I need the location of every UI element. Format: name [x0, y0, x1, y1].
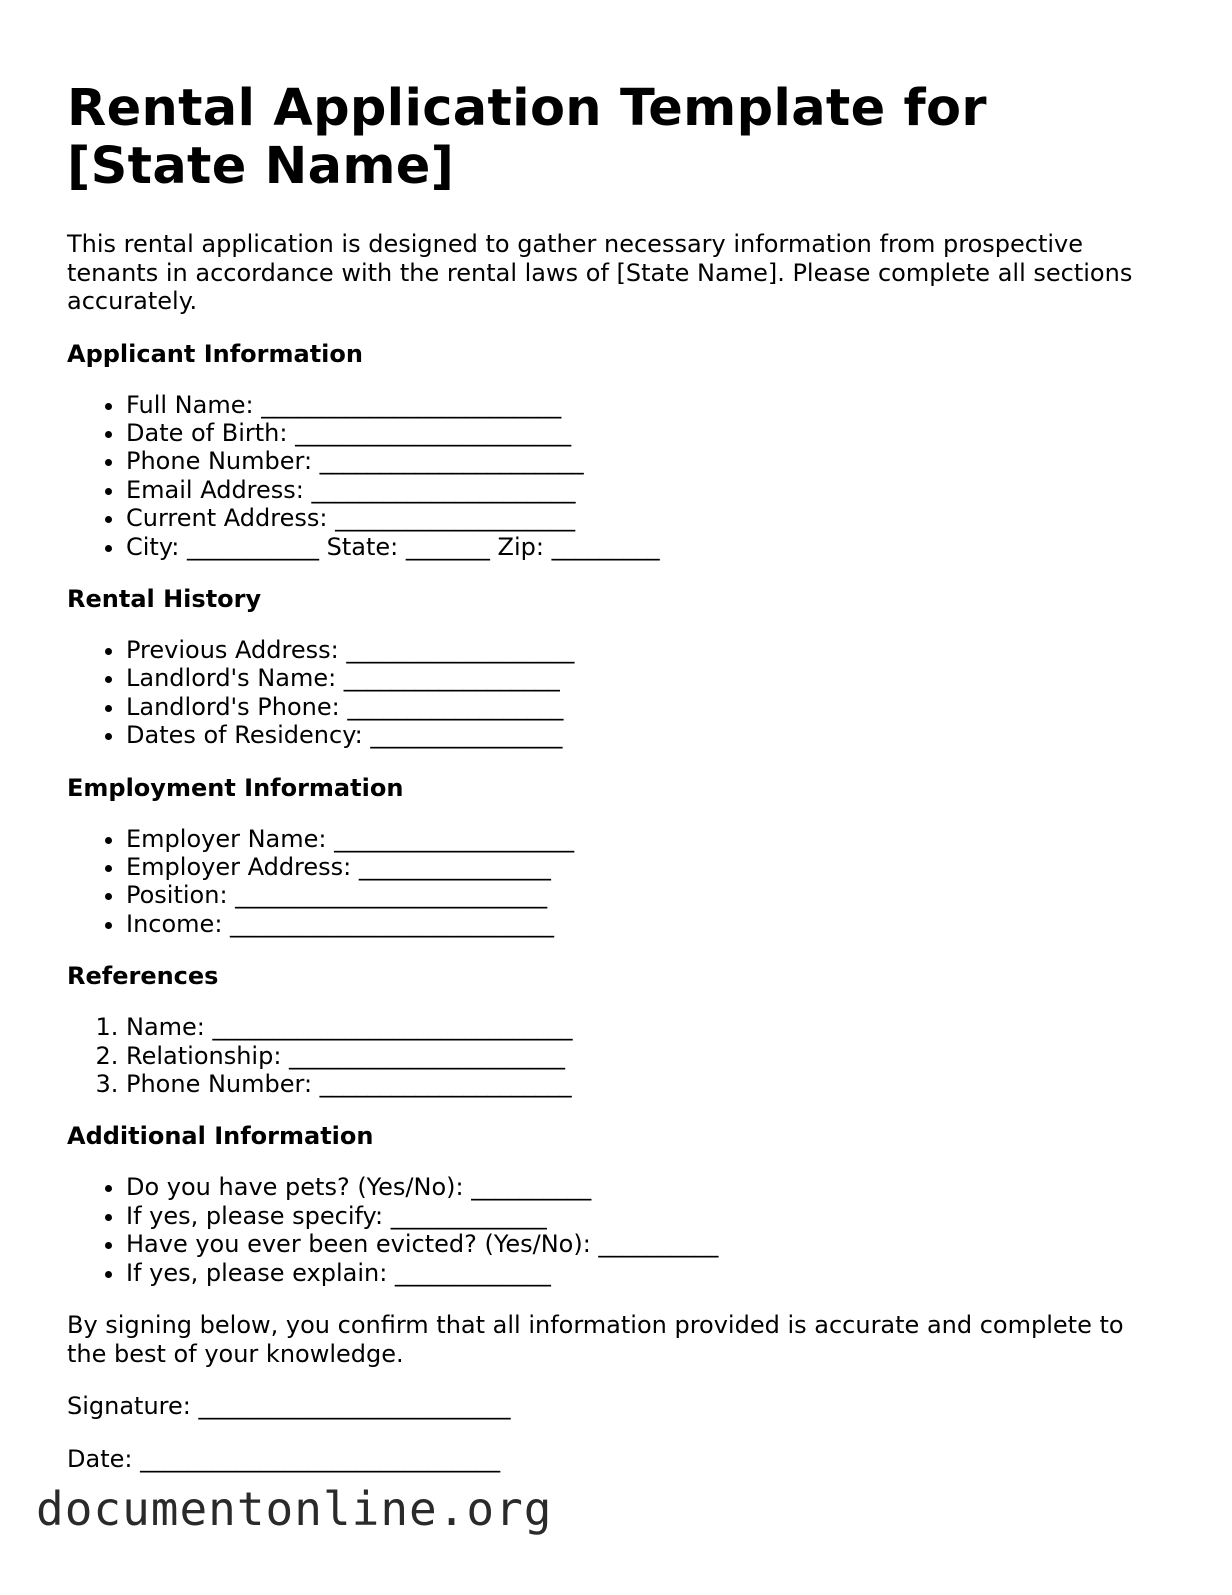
section-heading-employment: Employment Information	[67, 773, 404, 802]
watermark: documentonline.org	[36, 1482, 553, 1536]
additional-list	[67, 1173, 1167, 1287]
field-employer-address: • Employer Address: ________________	[126, 853, 1167, 881]
employment-list	[67, 825, 1167, 939]
applicant-list	[67, 391, 1167, 561]
field-evicted: • Have you ever been evicted? (Yes/No): __________	[126, 1230, 1167, 1258]
date-line: Date: ______________________________	[67, 1444, 501, 1473]
field-date-of-birth: • Date of Birth: _______________________	[126, 419, 1167, 447]
field-position: • Position: __________________________	[126, 881, 1167, 909]
section-heading-applicant: Applicant Information	[67, 339, 363, 368]
field-full-name: • Full Name: _________________________	[126, 391, 1167, 419]
rental-history-list	[67, 636, 1167, 750]
field-employer-name: • Employer Name: ____________________	[126, 825, 1167, 853]
field-pets-specify: • If yes, please specify: _____________	[126, 1202, 1167, 1230]
field-current-address: • Current Address: ____________________	[126, 504, 1167, 532]
field-phone-number: • Phone Number: ______________________	[126, 447, 1167, 475]
field-evicted-explain: • If yes, please explain: _____________	[126, 1259, 1167, 1287]
field-income: • Income: ___________________________	[126, 910, 1167, 938]
confirmation-text: By signing below, you confirm that all information provided is accurate and complete to the best of your knowledge.	[67, 1311, 1124, 1368]
field-landlord-phone: • Landlord's Phone: __________________	[126, 693, 1167, 721]
signature-line: Signature: __________________________	[67, 1392, 511, 1421]
field-pets: • Do you have pets? (Yes/No): __________	[126, 1173, 1167, 1201]
section-heading-references: References	[67, 962, 219, 991]
field-landlord-name: • Landlord's Name: __________________	[126, 664, 1167, 692]
field-reference-relationship: 2. Relationship: _______________________	[126, 1042, 1167, 1070]
section-heading-rental-history: Rental History	[67, 584, 262, 613]
section-heading-additional: Additional Information	[67, 1122, 374, 1151]
field-reference-phone: 3. Phone Number: _____________________	[126, 1070, 1167, 1098]
field-reference-name: 1. Name: ______________________________	[126, 1013, 1167, 1041]
references-list	[67, 1013, 1167, 1098]
field-city-state-zip: • City: ___________ State: _______ Zip: _________	[126, 533, 1167, 561]
intro-paragraph: This rental application is designed to gather necessary information from prospective tenants in accordance with the rental laws of [State Name]. Please complete all sections accurately.	[67, 230, 1133, 315]
field-previous-address: • Previous Address: ___________________	[126, 636, 1167, 664]
field-email-address: • Email Address: ______________________	[126, 476, 1167, 504]
field-dates-of-residency: • Dates of Residency: ________________	[126, 721, 1167, 749]
document-page	[67, 80, 1167, 1473]
page-title: Rental Application Template for [State Name]	[67, 79, 987, 196]
